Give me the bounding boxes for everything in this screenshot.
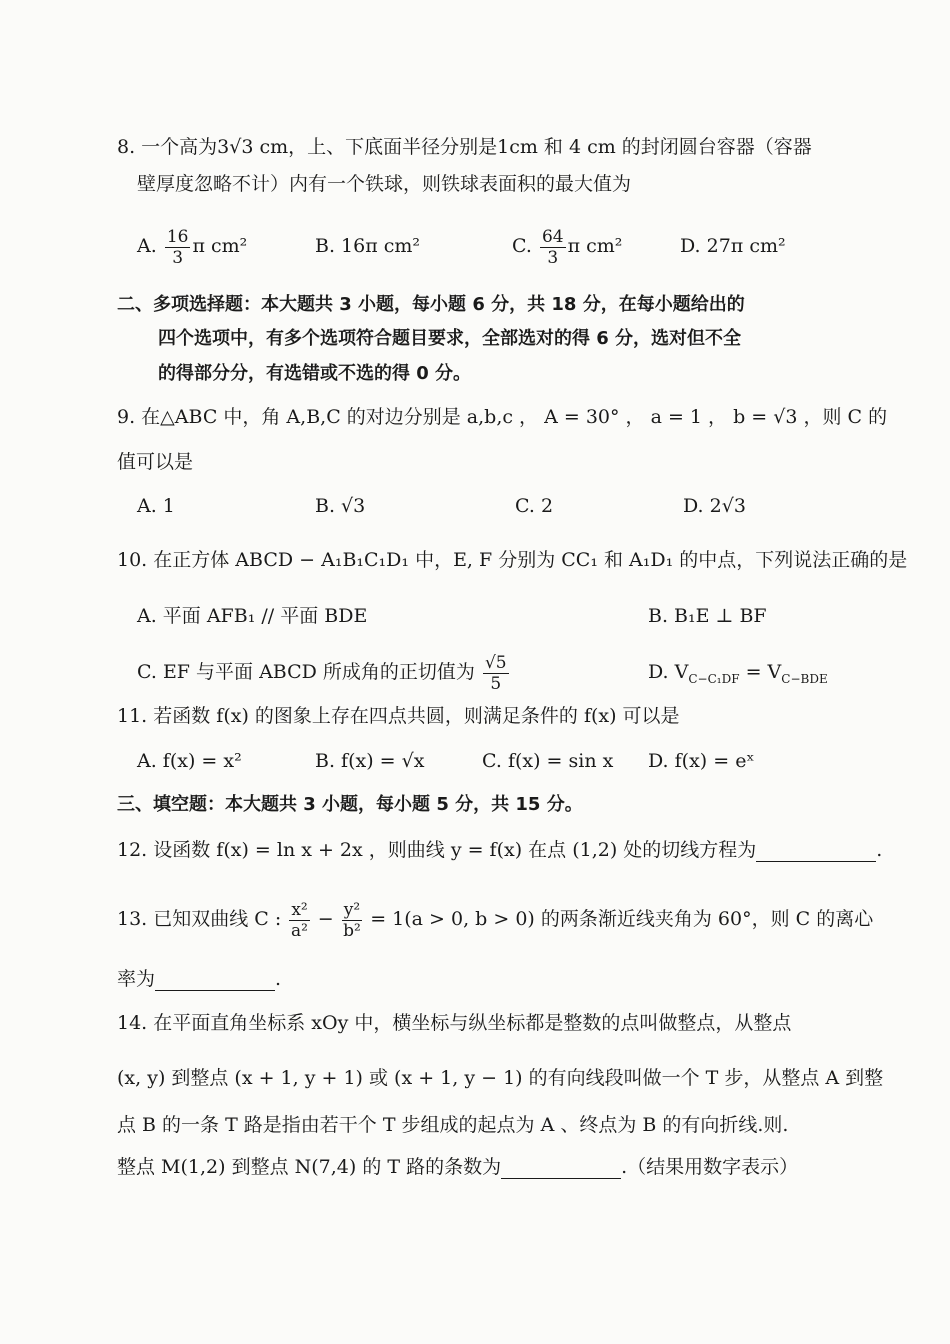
q14-line3: 点 B 的一条 T 路是指由若干个 T 步组成的起点为 A 、终点为 B 的有向折线.则. (117, 1114, 789, 1136)
q11-option-d: D. f(x) = eˣ (648, 750, 755, 772)
section3-line1: 三、填空题：本大题共 3 小题，每小题 5 分，共 15 分。 (117, 794, 583, 815)
q12-answer-blank[interactable] (756, 843, 876, 862)
q11-option-a: A. f(x) = x² (137, 750, 242, 772)
q8-line2: 壁厚度忽略不计）内有一个铁球，则铁球表面积的最大值为 (137, 173, 632, 195)
q10-option-a: A. 平面 AFB₁ // 平面 BDE (137, 605, 368, 627)
q12-line1: 12. 设函数 f(x) = ln x + 2x ，则曲线 y = f(x) 在点 (1,2) 处的切线方程为 . (117, 839, 883, 861)
q10-option-c-fraction: $\frac{√5}{5}$ (484, 652, 507, 694)
q11-line1: 11. 若函数 f(x) 的图象上存在四点共圆，则满足条件的 f(x) 可以是 (117, 705, 680, 727)
q9-option-b: B. √3 (315, 495, 366, 517)
q13-line2: 率为 . (117, 968, 282, 990)
section2-line2: 四个选项中，有多个选项符合题目要求，全部选对的得 6 分，选对但不全 (158, 328, 742, 349)
q10-option-b: B. B₁E ⊥ BF (648, 605, 767, 627)
q14-line1: 14. 在平面直角坐标系 xOy 中，横坐标与纵坐标都是整数的点叫做整点，从整点 (117, 1012, 792, 1034)
section2-line3: 的得部分分，有选错或不选的得 0 分。 (158, 363, 472, 384)
q9-option-a: A. 1 (137, 495, 175, 517)
q14-answer-blank[interactable] (501, 1160, 621, 1179)
q8-option-d: D. 27π cm² (680, 235, 786, 257)
q8-option-c-fraction: $\frac{64}{3}$ (541, 226, 564, 268)
q14-line2: (x, y) 到整点 (x + 1, y + 1) 或 (x + 1, y − 1) 的有向线段叫做一个 T 步，从整点 A 到整 (117, 1067, 884, 1089)
q8-option-a: A. $\frac{16}{3}$ π cm² (137, 226, 248, 268)
q10-option-c: C. EF 与平面 ABCD 所成角的正切值为 $\frac{√5}{5}$ (137, 652, 507, 694)
q9-option-d: D. 2√3 (683, 495, 746, 517)
q8-option-a-fraction: $\frac{16}{3}$ (166, 226, 189, 268)
q11-option-b: B. f(x) = √x (315, 750, 425, 772)
q9-line1: 9. 在△ABC 中，角 A,B,C 的对边分别是 a,b,c ， A = 30° ， a = 1 ， b = √3 ，则 C 的 (117, 406, 888, 428)
q13-answer-blank[interactable] (155, 972, 275, 991)
q13-fraction-x: $\frac{\text{x²}}{\text{a²}}$ (291, 899, 308, 941)
q8-option-c: C. $\frac{64}{3}$ π cm² (512, 226, 623, 268)
section2-line1: 二、多项选择题：本大题共 3 小题，每小题 6 分，共 18 分，在每小题给出的 (117, 294, 745, 315)
q13-fraction-y: $\frac{\text{y²}}{\text{b²}}$ (343, 899, 361, 941)
q13-line1: 13. 已知双曲线 C : $\frac{\text{x²}}{\text{a²}}$ − $\frac{\text{y²}}{\text{b²}}$ = 1(a > 0, b > 0) 的两条渐近线夹角为 60°，则 C 的离心 (117, 899, 874, 941)
q8-line1: 8. 一个高为3√3 cm，上、下底面半径分别是1cm 和 4 cm 的封闭圆台容器（容器 (117, 136, 812, 158)
q10-line1: 10. 在正方体 ABCD − A₁B₁C₁D₁ 中，E, F 分别为 CC₁ 和 A₁D₁ 的中点，下列说法正确的是 (117, 549, 908, 571)
q8-option-b: B. 16π cm² (315, 235, 421, 257)
q9-option-c: C. 2 (515, 495, 554, 517)
q11-option-c: C. f(x) = sin x (482, 750, 614, 772)
q9-line2: 值可以是 (117, 451, 194, 473)
q10-option-d: D. $V_{C-C_1DF} = V_{C-BDE}$ (648, 661, 828, 686)
q14-line4: 整点 M(1,2) 到整点 N(7,4) 的 T 路的条数为 .（结果用数字表示） (117, 1156, 799, 1178)
